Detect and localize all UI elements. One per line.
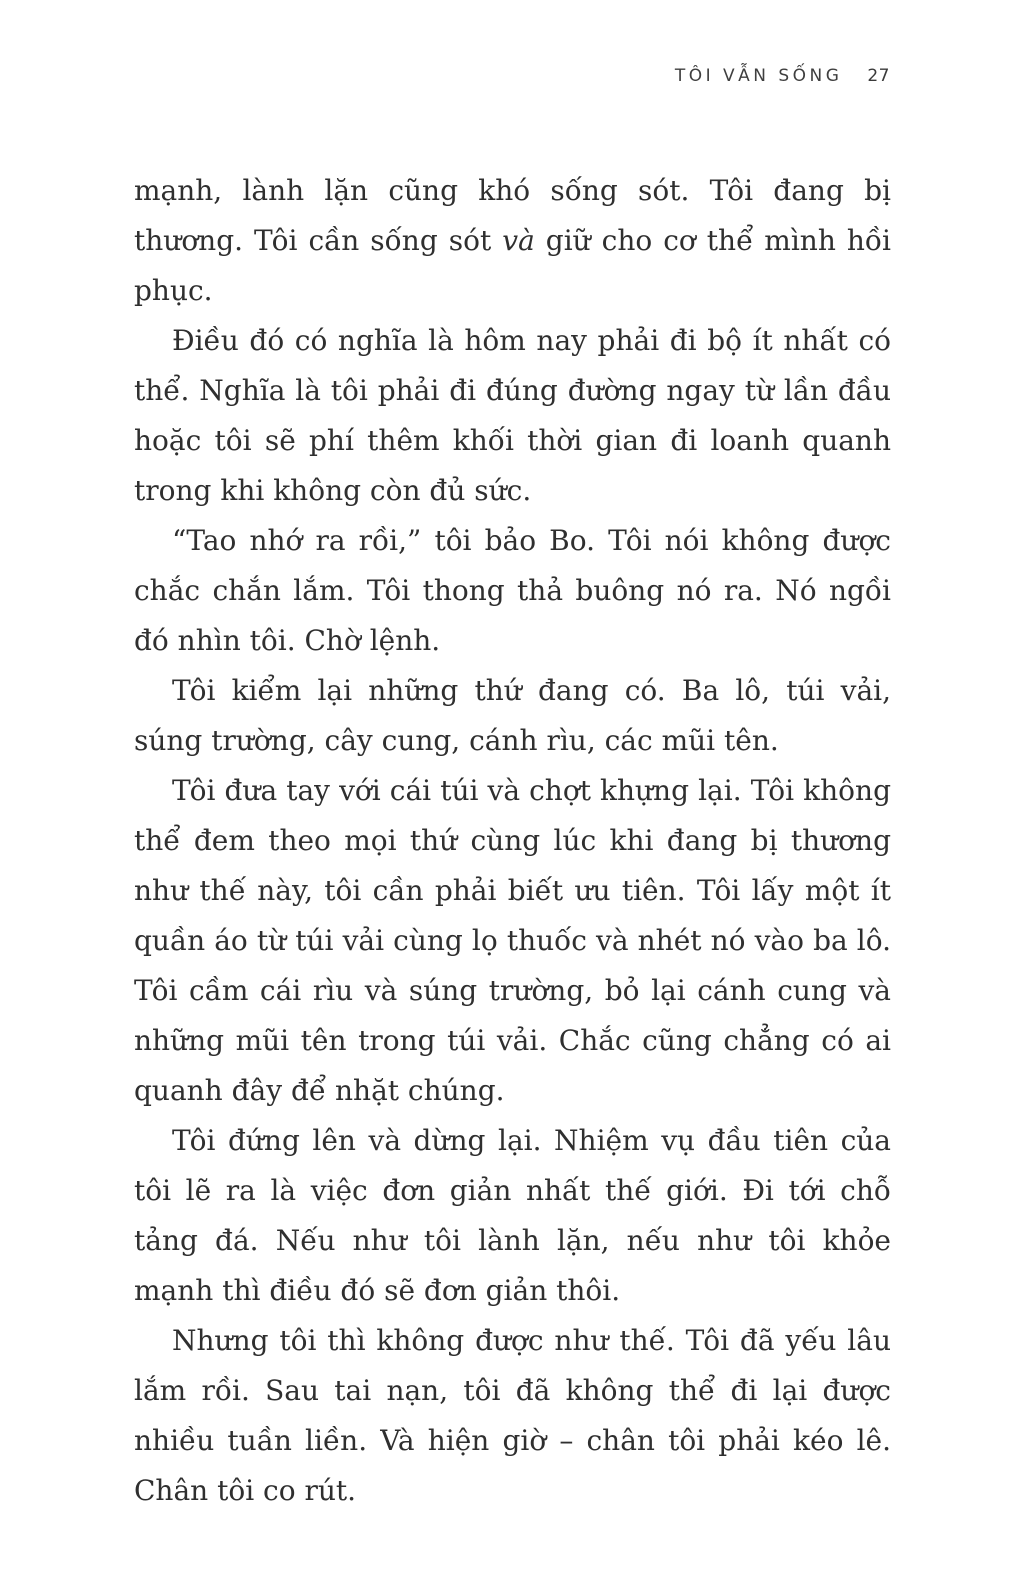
paragraph-text: Nhưng tôi thì không được như thế. Tôi đã yếu lâu lắm rồi. Sau tai nạn, tôi đã không thể đi lại được nhiều tuần liền. Và hiện giờ – chân tôi phải kéo lê. Chân tôi co rút. <box>134 1324 891 1507</box>
paragraph-text: Tôi kiểm lại những thứ đang có. Ba lô, túi vải, súng trường, cây cung, cánh rìu, các mũi tên. <box>134 674 891 757</box>
paragraph-text: Tôi đứng lên và dừng lại. Nhiệm vụ đầu tiên của tôi lẽ ra là việc đơn giản nhất thế giới. Đi tới chỗ tảng đá. Nếu như tôi lành lặn, nếu như tôi khỏe mạnh thì điều đó sẽ đơn giản thôi. <box>134 1124 891 1307</box>
paragraph <box>134 1116 891 1316</box>
running-header <box>675 66 890 86</box>
paragraph-text: Tôi đưa tay với cái túi và chợt khựng lại. Tôi không thể đem theo mọi thứ cùng lúc khi đang bị thương như thế này, tôi cần phải biết ưu tiên. Tôi lấy một ít quần áo từ túi vải cùng lọ thuốc và nhét nó vào ba lô. Tôi cầm cái rìu và súng trường, bỏ lại cánh cung và những mũi tên trong túi vải. Chắc cũng chẳng có ai quanh đây để nhặt chúng. <box>134 774 891 1107</box>
paragraph <box>134 666 891 766</box>
page-number: 27 <box>867 66 890 86</box>
paragraph <box>134 766 891 1116</box>
paragraph-text: Điều đó có nghĩa là hôm nay phải đi bộ ít nhất có thể. Nghĩa là tôi phải đi đúng đường ngay từ lần đầu hoặc tôi sẽ phí thêm khối thời gian đi loanh quanh trong khi không còn đủ sức. <box>134 324 891 507</box>
paragraph <box>134 1316 891 1516</box>
paragraph <box>134 166 891 316</box>
paragraph-text: giữ cho cơ thể mình hồi phục. <box>134 224 891 307</box>
paragraph-text-italic: và <box>502 224 535 257</box>
running-title: TÔI VẪN SỐNG <box>674 66 843 86</box>
page-body <box>134 166 891 1516</box>
paragraph-text: mạnh, lành lặn cũng khó sống sót. Tôi đang bị thương. Tôi cần sống sót <box>134 174 891 257</box>
paragraph <box>134 516 891 666</box>
paragraph-text: “Tao nhớ ra rồi,” tôi bảo Bo. Tôi nói không được chắc chắn lắm. Tôi thong thả buông nó ra. Nó ngồi đó nhìn tôi. Chờ lệnh. <box>134 524 891 657</box>
paragraph <box>134 316 891 516</box>
